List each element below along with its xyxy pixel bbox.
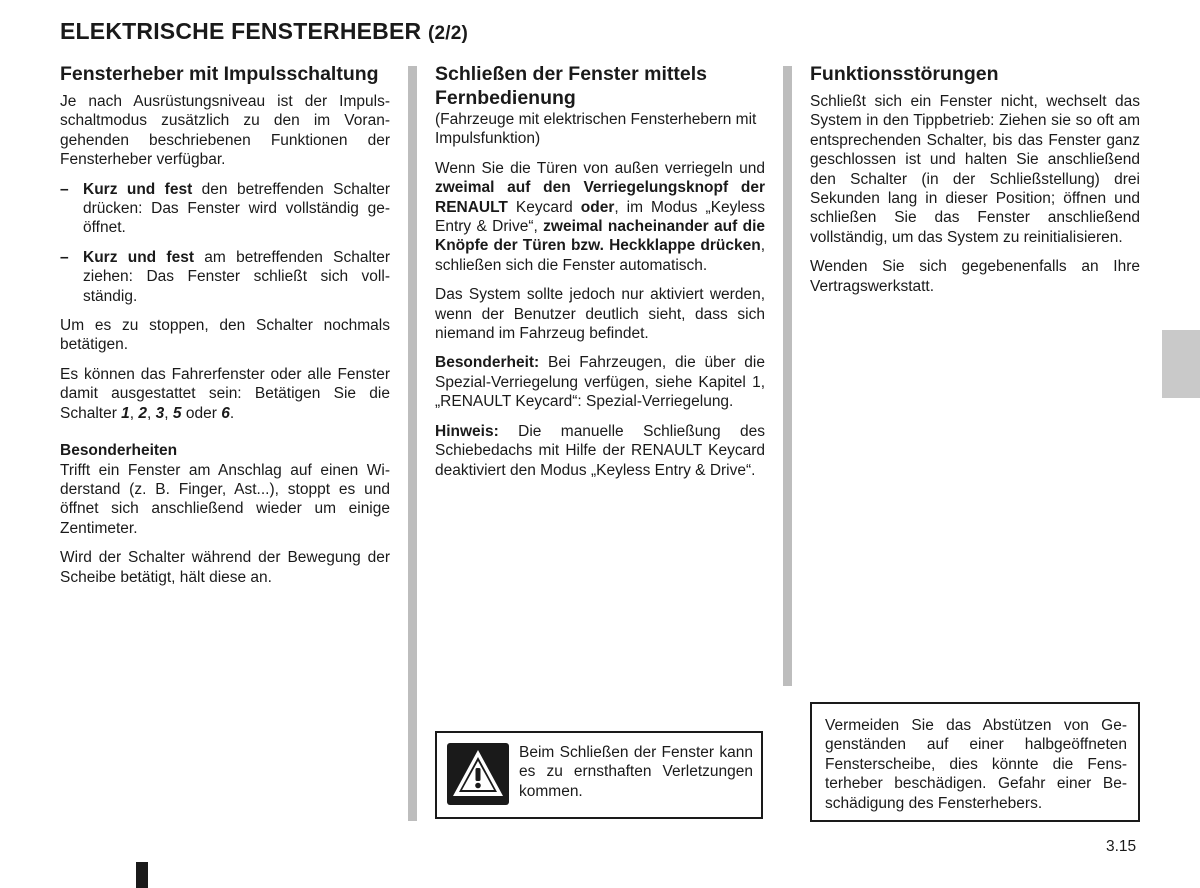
switch-number-2: 2 (138, 404, 148, 422)
paragraph-reinitialize: Schließt sich ein Fenster nicht, wechselt das System in den Tippbetrieb: Ziehen sie so oft am entsprechenden Schalter, bis das Fenster ganz geschlossen ist und halten Sie anschließend den Schalter (in der Schließstellung) drei Sekunden lang in dieser Position; öffnen und schließen Sie das Fenster anschließend vollständig, um das System zu reinitialisieren. (810, 93, 1140, 246)
paragraph-stop: Um es zu stoppen, den Schalter nochmals betätigen. (60, 317, 390, 354)
bold-text: zweimal auf den Verriegelungsknopf der RENAULT (435, 179, 765, 216)
subheading-text: Besonderheiten (60, 442, 178, 460)
switch-number-3: 3 (155, 404, 165, 422)
list-item-text: den betreffenden Schalter drücken: Das Fenster wird vollständig geöffnet. (83, 180, 390, 237)
paragraph-subtitle: (Fahrzeuge mit elektrischen Fensterhebern mit Impulsfunktion) (435, 111, 757, 148)
page-title (60, 18, 468, 45)
page-title-suffix: (2/2) (427, 23, 469, 44)
list-item (60, 248, 390, 306)
note-text: Vermeiden Sie das Abstützen von Gegenständen auf einer halbgeöffneten Fensterscheibe, dies könnte die Fensterheber beschädigen. Gefahr einer Beschädigung des Fensterhebers. (825, 717, 1127, 812)
page-number: 3.15 (1106, 838, 1137, 855)
warning-box (435, 731, 763, 819)
paragraph-text: , schließen sich die Fenster automatisch. (435, 237, 765, 274)
column-remote-closing (435, 62, 765, 490)
paragraph-text: Es können das Fahrerfenster oder alle Fenster damit ausgestattet sein: Betätigen Sie die Schalter (60, 365, 390, 422)
switch-number-6: 6 (221, 404, 230, 422)
list-item-text: am betreffenden Schalter ziehen: Das Fenster schließt sich vollständig. (83, 248, 390, 305)
corner-mark (136, 862, 148, 888)
paragraph-movement: Wird der Schalter während der Bewegung der Scheibe betätigt, hält diese an. (60, 549, 390, 586)
paragraph-text: , im Modus „Keyless Entry & Drive“, (435, 198, 765, 236)
bold-label: Hinweis: (435, 422, 499, 440)
dash-bullet: – (60, 248, 69, 266)
separator: , (129, 404, 139, 422)
list-item (60, 180, 390, 238)
separator: , (164, 404, 173, 422)
bold-text: Kurz und fest (83, 248, 194, 266)
paragraph-text: Die manuelle Schließung des Schiebedachs mit Hilfe der RENAULT Keycard deaktiviert den Modus „Keyless Entry & Drive“. (435, 422, 765, 479)
note-box (810, 702, 1140, 822)
warning-text: Beim Schließen der Fenster kann es zu ernsthaften Verletzungen kommen. (519, 744, 753, 800)
bold-label: Besonderheit: (435, 354, 540, 372)
bold-text: Kurz und fest (83, 180, 193, 198)
period: . (229, 404, 235, 422)
paragraph-workshop: Wenden Sie sich gegebenenfalls an Ihre Vertragswerkstatt. (810, 258, 1140, 295)
switch-number-5: 5 (172, 404, 182, 422)
subheading-particulars (60, 441, 390, 460)
switch-number-1: 1 (121, 404, 130, 422)
conjunction: oder (181, 404, 222, 422)
paragraph-text: Wenn Sie die Türen von außen verriegeln und (435, 159, 765, 177)
paragraph-obstacle: Trifft ein Fenster am Anschlag auf einen Widerstand (z. B. Finger, Ast...), stoppt es und öffnet sich anschließend wieder um einige Zentimeter. (60, 461, 390, 537)
paragraph-switches (60, 365, 390, 423)
separator: , (147, 404, 156, 422)
paragraph-activation: Das System sollte jedoch nur aktiviert werden, wenn der Benutzer deutlich sieht, dass sich niemand im Fahrzeug befindet. (435, 286, 765, 343)
column-impulse-switching (60, 62, 390, 597)
paragraph-intro: Je nach Ausrüstungsniveau ist der Impulsschaltmodus zusätzlich zu den im Vorangehenden beschriebenen Funktionen der Fensterheber verfügbar. (60, 93, 390, 169)
paragraph-text: Keycard (507, 198, 581, 216)
column-divider-right (783, 66, 792, 686)
paragraph-locking (435, 159, 765, 275)
paragraph-particularity (435, 353, 765, 411)
section-heading-malfunctions: Funktionsstörungen (810, 63, 999, 85)
bold-text: zweimal nacheinander auf die Knöpfe der Türen bzw. Heckklappe drücken (435, 218, 765, 255)
section-heading-impulse: Fensterheber mit Impulsschaltung (60, 63, 379, 85)
section-heading-remote: Schließen der Fenster mittels Fernbedienung (435, 63, 708, 109)
paragraph-text: Bei Fahrzeugen, die über die Spezial-Verriegelung verfügen, siehe Kapitel 1, „RENAULT Keycard“: Spezial-Verriegelung. (435, 354, 765, 411)
column-divider-left (408, 66, 417, 821)
chapter-tab (1162, 330, 1200, 398)
bold-text: oder (580, 198, 615, 216)
warning-triangle-icon (447, 743, 509, 805)
page-title-text: ELEKTRISCHE FENSTERHEBER (60, 18, 422, 44)
dash-bullet: – (60, 180, 69, 198)
paragraph-note (435, 422, 765, 480)
column-malfunctions (810, 62, 1140, 306)
